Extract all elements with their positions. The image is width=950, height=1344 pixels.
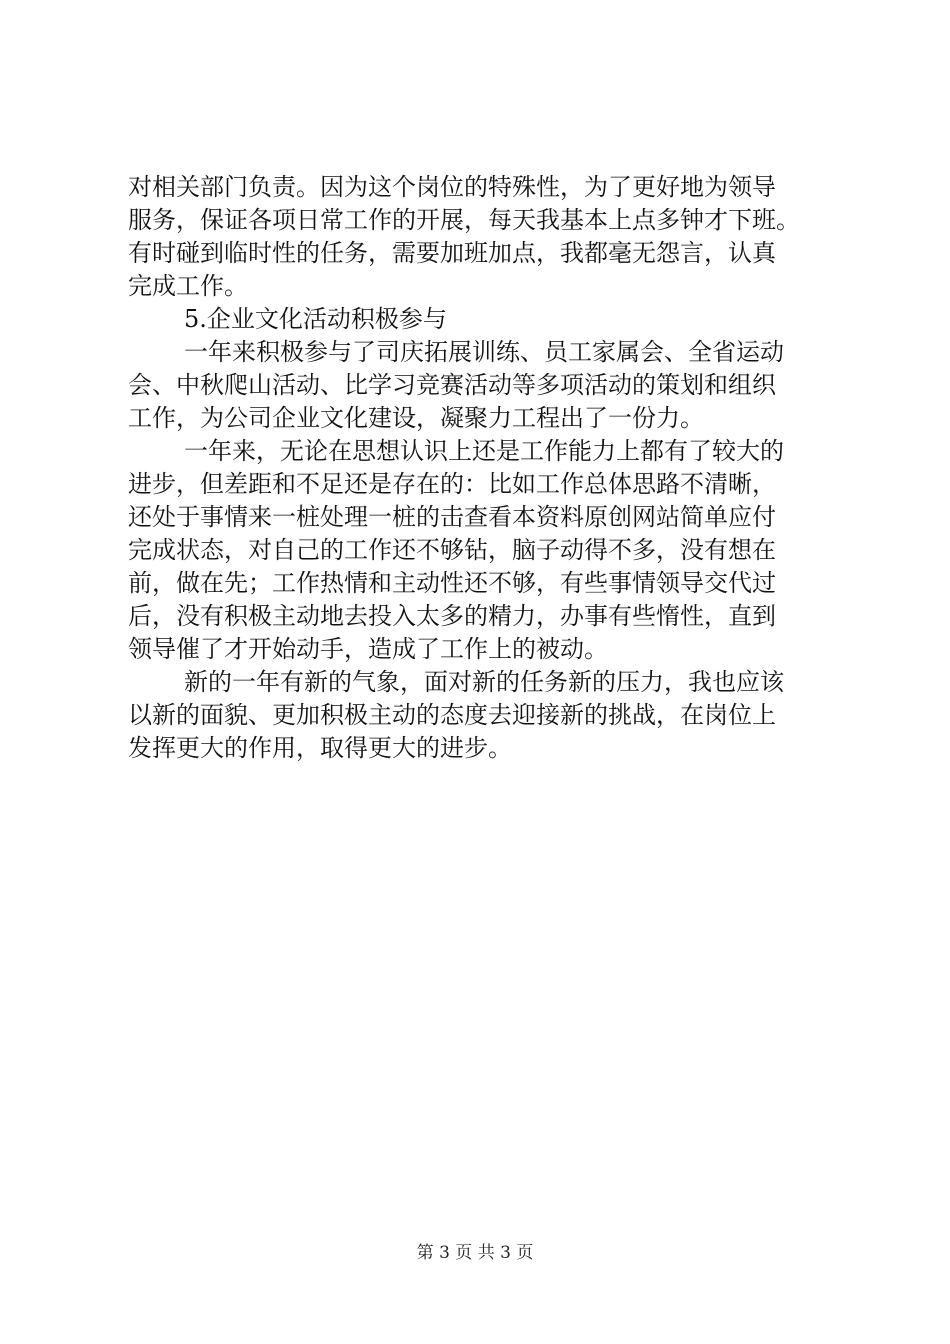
body-line: 还处于事情来一桩处理一桩的击查看本资料原创网站简单应付 (128, 503, 776, 531)
body-line: 进步，但差距和不足还是存在的：比如工作总体思路不清晰， (128, 470, 776, 498)
body-line: 完成工作。 (128, 272, 248, 300)
body-line: 前，做在先；工作热情和主动性还不够，有些事情领导交代过 (128, 569, 776, 597)
body-line: 发挥更大的作用，取得更大的进步。 (128, 734, 512, 762)
paragraph-first-line: 一年来，无论在思想认识上还是工作能力上都有了较大的 (184, 437, 784, 465)
body-line: 以新的面貌、更加积极主动的态度去迎接新的挑战，在岗位上 (128, 701, 776, 729)
paragraph-first-line: 新的一年有新的气象，面对新的任务新的压力，我也应该 (184, 668, 784, 696)
body-line: 有时碰到临时性的任务，需要加班加点，我都毫无怨言，认真 (128, 239, 776, 267)
body-line: 后，没有积极主动地去投入太多的精力，办事有些惰性，直到 (128, 602, 776, 630)
document-body (128, 171, 840, 765)
body-line: 领导催了才开始动手，造成了工作上的被动。 (128, 635, 608, 663)
body-line: 会、中秋爬山活动、比学习竞赛活动等多项活动的策划和组织 (128, 371, 776, 399)
section-heading: 5.企业文化活动积极参与 (184, 305, 447, 333)
body-line: 服务，保证各项日常工作的开展，每天我基本上点多钟才下班。 (128, 206, 800, 234)
paragraph-first-line: 一年来积极参与了司庆拓展训练、员工家属会、全省运动 (184, 338, 784, 366)
body-line: 工作，为公司企业文化建设，凝聚力工程出了一份力。 (128, 404, 704, 432)
body-line: 对相关部门负责。因为这个岗位的特殊性，为了更好地为领导 (128, 173, 776, 201)
page-number-footer: 第 3 页 共 3 页 (416, 1243, 534, 1263)
body-line: 完成状态，对自己的工作还不够钻，脑子动得不多，没有想在 (128, 536, 776, 564)
